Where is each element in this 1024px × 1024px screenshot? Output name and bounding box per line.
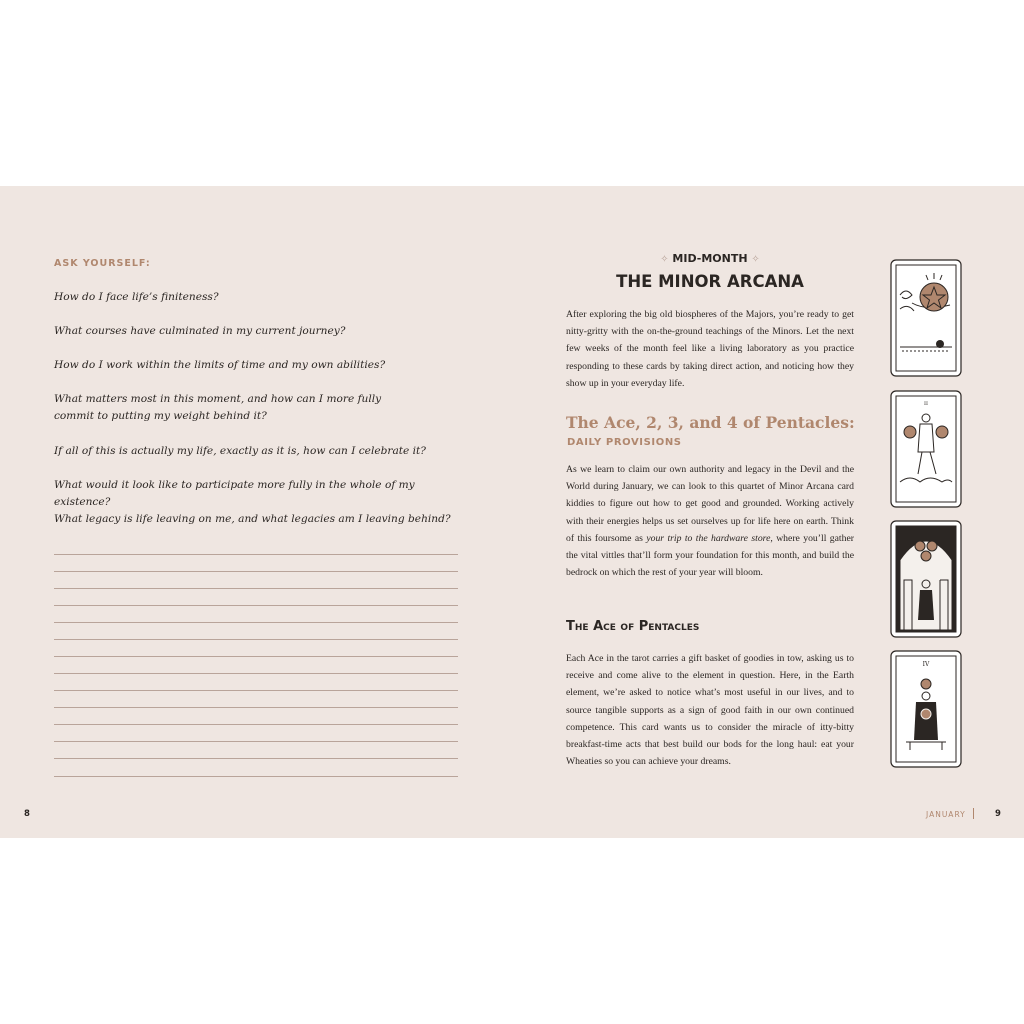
paragraph-emphasis: your trip to the hardware store (646, 532, 771, 544)
writing-line (54, 707, 458, 708)
writing-line (54, 554, 458, 555)
ace-of-pentacles-card (890, 259, 962, 377)
writing-line (54, 758, 458, 759)
writing-line (54, 673, 458, 674)
writing-line (54, 571, 458, 572)
paragraph-text: As we learn to claim our own authority and legacy in the Devil and the World during January, we can look to this quartet of Minor Arcana card kiddies to figure out how to get good and grounded. Working actively with their energies helps us set ourselves up for life here on earth. Think of this foursome as (566, 464, 854, 544)
eyebrow-text: MID-MONTH (672, 252, 748, 265)
ace-paragraph: Each Ace in the tarot carries a gift basket of goodies in tow, asking us to receive and come alive to the element in question. Here, in the Earth element, we’re asked to notice what’s most useful in our lives, and to source tangible supports as a sign of good faith in our own continued competence. This card wants us to consider the miracle of itty-bitty breakfast-time acts that best build our bods for the long haul: eat your Wheaties so you can achieve your dreams. (566, 653, 854, 768)
question-6: What would it look like to participate more fully in the whole of my existence? (54, 479, 415, 508)
question-2: What courses have culminated in my current journey? (54, 325, 346, 337)
writing-line (54, 605, 458, 606)
question-7: What legacy is life leaving on me, and what legacies am I leaving behind? (54, 513, 451, 525)
writing-line (54, 622, 458, 623)
page-number-left: 8 (24, 809, 30, 819)
question-5: If all of this is actually my life, exactly as it is, how can I celebrate it? (54, 445, 426, 457)
writing-line (54, 741, 458, 742)
sparkle-icon: ✧ (660, 254, 669, 265)
mid-month-eyebrow (566, 252, 854, 265)
writing-line (54, 656, 458, 657)
writing-line (54, 588, 458, 589)
question-1: How do I face life’s finiteness? (54, 291, 219, 303)
svg-text:II: II (924, 401, 928, 407)
page-title: THE MINOR ARCANA (616, 272, 804, 291)
svg-text:IV: IV (922, 661, 930, 668)
writing-line (54, 776, 458, 777)
writing-line (54, 724, 458, 725)
question-3: How do I work within the limits of time and my own abilities? (54, 359, 386, 371)
ace-of-pentacles-heading: The Ace of Pentacles (566, 619, 700, 634)
section-paragraph (566, 461, 854, 581)
three-of-pentacles-card (890, 520, 962, 638)
question-4: What matters most in this moment, and how can I more fully commit to putting my weight behind it? (54, 393, 382, 422)
sparkle-icon: ✧ (751, 254, 760, 265)
two-of-pentacles-card (890, 390, 962, 508)
four-of-pentacles-card (890, 650, 962, 768)
folio-divider (973, 808, 974, 819)
paragraph-text: , where you’ll gather the vital vittles that’ll form your foundation for this month, and build the bedrock on which the rest of your year will bloom. (566, 532, 854, 579)
intro-paragraph: After exploring the big old biospheres of the Majors, you’re ready to get nitty-gritty with the on-the-ground teachings of the Minors. Let the next few weeks of the month feel like a living laboratory as you practice responding to these cards by taking direct action, and noticing how they show up in your everyday life. (566, 309, 854, 389)
running-head: JANUARY (926, 810, 966, 819)
page-number-right: 9 (995, 809, 1001, 819)
writing-line (54, 690, 458, 691)
ask-yourself-heading: ASK YOURSELF: (54, 258, 151, 269)
writing-line (54, 639, 458, 640)
section-subtitle: DAILY PROVISIONS (567, 437, 682, 448)
section-title: The Ace, 2, 3, and 4 of Pentacles: (566, 413, 855, 432)
